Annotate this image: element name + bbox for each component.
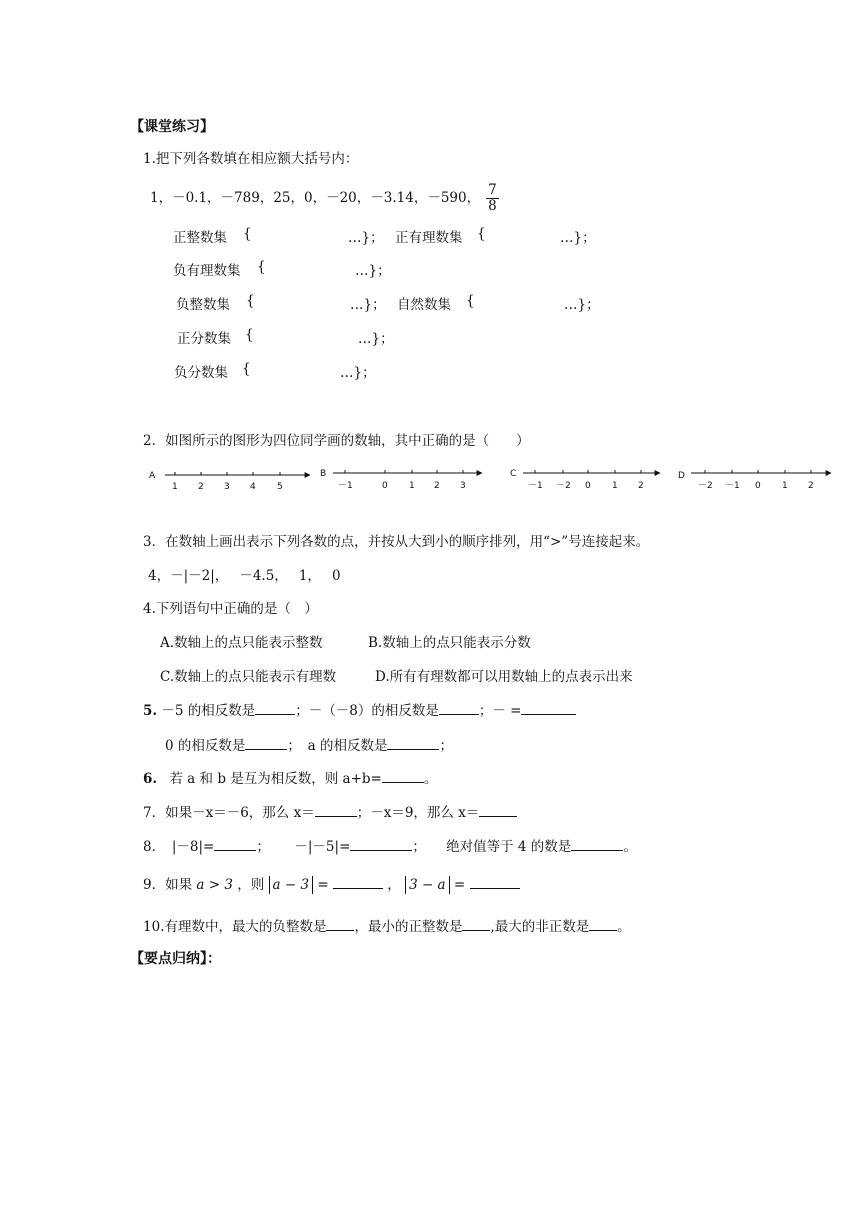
number-line-a bbox=[149, 471, 310, 492]
set-close: …}； bbox=[358, 331, 394, 347]
q7-line bbox=[143, 801, 517, 821]
answer-blank[interactable] bbox=[462, 916, 490, 931]
q6-number: 6. bbox=[143, 771, 158, 787]
set-label: 负分数集 bbox=[174, 365, 228, 381]
q9-equals-1: = bbox=[317, 877, 329, 893]
answer-blank[interactable] bbox=[333, 874, 383, 889]
answer-blank[interactable] bbox=[214, 836, 256, 851]
number-line-figures bbox=[145, 462, 835, 492]
answer-blank[interactable] bbox=[571, 836, 623, 851]
q3-numbers: 4，－|－2|， －4.5， 1， 0 bbox=[148, 568, 341, 584]
answer-blank[interactable] bbox=[255, 700, 295, 715]
q1-title: 1.把下列各数填在相应额大括号内： bbox=[143, 151, 359, 167]
set-open-brace: { bbox=[257, 259, 266, 275]
q10-part2: ，最小的正整数是 bbox=[354, 919, 463, 935]
answer-blank[interactable] bbox=[521, 700, 576, 715]
q8-part2: ； －|－5|= bbox=[256, 839, 351, 855]
q4-option-c: C.数轴上的点只能表示有理数 bbox=[160, 669, 337, 685]
tick-label: 1 bbox=[782, 481, 788, 491]
fraction-denominator: 8 bbox=[488, 198, 497, 214]
q9-part3: ， bbox=[387, 877, 401, 893]
tick-label: 3 bbox=[460, 481, 466, 491]
section-heading-practice: 【课堂练习】 bbox=[130, 119, 214, 135]
set-close: …}； bbox=[564, 297, 600, 313]
set-close: …}； bbox=[348, 230, 384, 246]
tick-label: －1 bbox=[338, 481, 353, 491]
q5-part1: －5 的相反数是 bbox=[161, 703, 256, 719]
tick-label: 2 bbox=[808, 481, 814, 491]
set-close: …}； bbox=[355, 263, 391, 279]
answer-blank[interactable] bbox=[479, 802, 517, 817]
set-open-brace: { bbox=[245, 327, 254, 343]
q9-equals-2: = bbox=[453, 877, 466, 893]
set-label: 正分数集 bbox=[177, 331, 231, 347]
q5-part3: ；－ = bbox=[478, 703, 522, 719]
tick-label: 1 bbox=[172, 482, 178, 492]
set-label: 正整数集 bbox=[173, 230, 227, 246]
q5-part5: ； a 的相反数是 bbox=[287, 738, 388, 754]
q8-part1: 8． |－8|= bbox=[143, 839, 215, 855]
section-heading-summary: 【要点归纳】： bbox=[130, 951, 221, 967]
q1-fraction bbox=[486, 183, 499, 214]
tick-label: 2 bbox=[198, 482, 204, 492]
q7-part2: ；－x＝9，那么 x＝ bbox=[356, 805, 480, 821]
set-open-brace: { bbox=[466, 293, 475, 309]
q6-text: 若 a 和 b 是互为相反数，则 a+b= bbox=[169, 771, 382, 787]
answer-blank[interactable] bbox=[382, 768, 424, 783]
q9-condition: a > 3 bbox=[196, 877, 233, 893]
q4-option-a: A.数轴上的点只能表示整数 bbox=[160, 635, 323, 651]
number-line-c bbox=[510, 469, 660, 491]
abs-expression-1: a − 3 bbox=[269, 876, 314, 894]
q2-text: 2．如图所示的图形为四位同学画的数轴，其中正确的是（ ） bbox=[143, 433, 530, 449]
number-line-d bbox=[678, 470, 831, 491]
q10-part4: 。 bbox=[617, 919, 631, 935]
q9-part2: ，则 bbox=[237, 877, 265, 893]
q10-part3: ,最大的非正数是 bbox=[490, 919, 590, 935]
q10-line bbox=[143, 915, 631, 935]
tick-label: 0 bbox=[755, 481, 761, 491]
q5-line2 bbox=[165, 734, 453, 754]
set-label: 自然数集 bbox=[397, 297, 451, 313]
q5-part6: ； bbox=[439, 738, 453, 754]
set-label: 负有理数集 bbox=[173, 263, 241, 279]
axis-letter: A bbox=[149, 471, 156, 481]
tick-label: －2 bbox=[556, 481, 571, 491]
set-open-brace: { bbox=[477, 226, 486, 242]
tick-label: 1 bbox=[409, 481, 415, 491]
q8-part4: 。 bbox=[623, 839, 637, 855]
set-label: 负整数集 bbox=[176, 297, 230, 313]
tick-label: 4 bbox=[250, 482, 256, 492]
q6-line bbox=[143, 767, 437, 787]
q9-part1: 9．如果 bbox=[143, 877, 193, 893]
axis-letter: B bbox=[320, 469, 327, 479]
axis-letter: C bbox=[510, 469, 517, 479]
set-close: …}； bbox=[350, 297, 386, 313]
q8-part3: ； 绝对值等于 4 的数是 bbox=[412, 839, 572, 855]
q5-part2: ；－（－8）的相反数是 bbox=[295, 703, 439, 719]
tick-label: 3 bbox=[224, 482, 230, 492]
q1-number-list: 1，－0.1，－789，25，0，－20，－3.14，－590， bbox=[150, 190, 481, 206]
q5-part4: 0 的相反数是 bbox=[165, 738, 246, 754]
tick-label: －1 bbox=[725, 481, 740, 491]
tick-label: 0 bbox=[382, 481, 388, 491]
q9-line bbox=[143, 873, 520, 894]
q4-option-d: D.所有有理数都可以用数轴上的点表示出来 bbox=[375, 669, 633, 685]
axis-letter: D bbox=[678, 471, 685, 481]
tick-label: －1 bbox=[528, 481, 543, 491]
fraction-numerator: 7 bbox=[488, 182, 497, 198]
tick-label: 1 bbox=[612, 481, 618, 491]
answer-blank[interactable] bbox=[470, 874, 520, 889]
q1-numbers bbox=[150, 183, 499, 214]
q3-text: 3．在数轴上画出表示下列各数的点，并按从大到小的顺序排列，用“>”号连接起来。 bbox=[143, 534, 650, 550]
answer-blank[interactable] bbox=[350, 836, 412, 851]
answer-blank[interactable] bbox=[387, 735, 439, 750]
answer-blank[interactable] bbox=[589, 916, 617, 931]
q10-part1: 10.有理数中，最大的负整数是 bbox=[143, 919, 327, 935]
answer-blank[interactable] bbox=[439, 700, 479, 715]
tick-label: 2 bbox=[638, 481, 644, 491]
abs-expression-2: 3 − a bbox=[405, 876, 450, 894]
q7-part1: 7．如果－x＝－6，那么 x＝ bbox=[143, 805, 315, 821]
tick-label: 0 bbox=[585, 481, 591, 491]
tick-label: －2 bbox=[698, 481, 713, 491]
set-close: …}； bbox=[560, 230, 596, 246]
q8-line bbox=[143, 835, 637, 855]
q4-text: 4.下列语句中正确的是（ ） bbox=[143, 601, 318, 617]
set-label: 正有理数集 bbox=[395, 230, 463, 246]
tick-label: 2 bbox=[434, 481, 440, 491]
answer-blank[interactable] bbox=[326, 916, 354, 931]
number-line-b bbox=[320, 469, 482, 491]
q4-option-b: B.数轴上的点只能表示分数 bbox=[368, 635, 531, 651]
set-open-brace: { bbox=[242, 361, 251, 377]
tick-label: 5 bbox=[277, 482, 283, 492]
set-open-brace: { bbox=[246, 293, 255, 309]
set-close: …}； bbox=[340, 365, 376, 381]
q6-end: 。 bbox=[423, 771, 438, 787]
answer-blank[interactable] bbox=[245, 735, 287, 750]
set-open-brace: { bbox=[243, 226, 252, 242]
q5-number: 5. bbox=[143, 703, 158, 719]
answer-blank[interactable] bbox=[315, 802, 357, 817]
q5-line1 bbox=[143, 699, 576, 719]
